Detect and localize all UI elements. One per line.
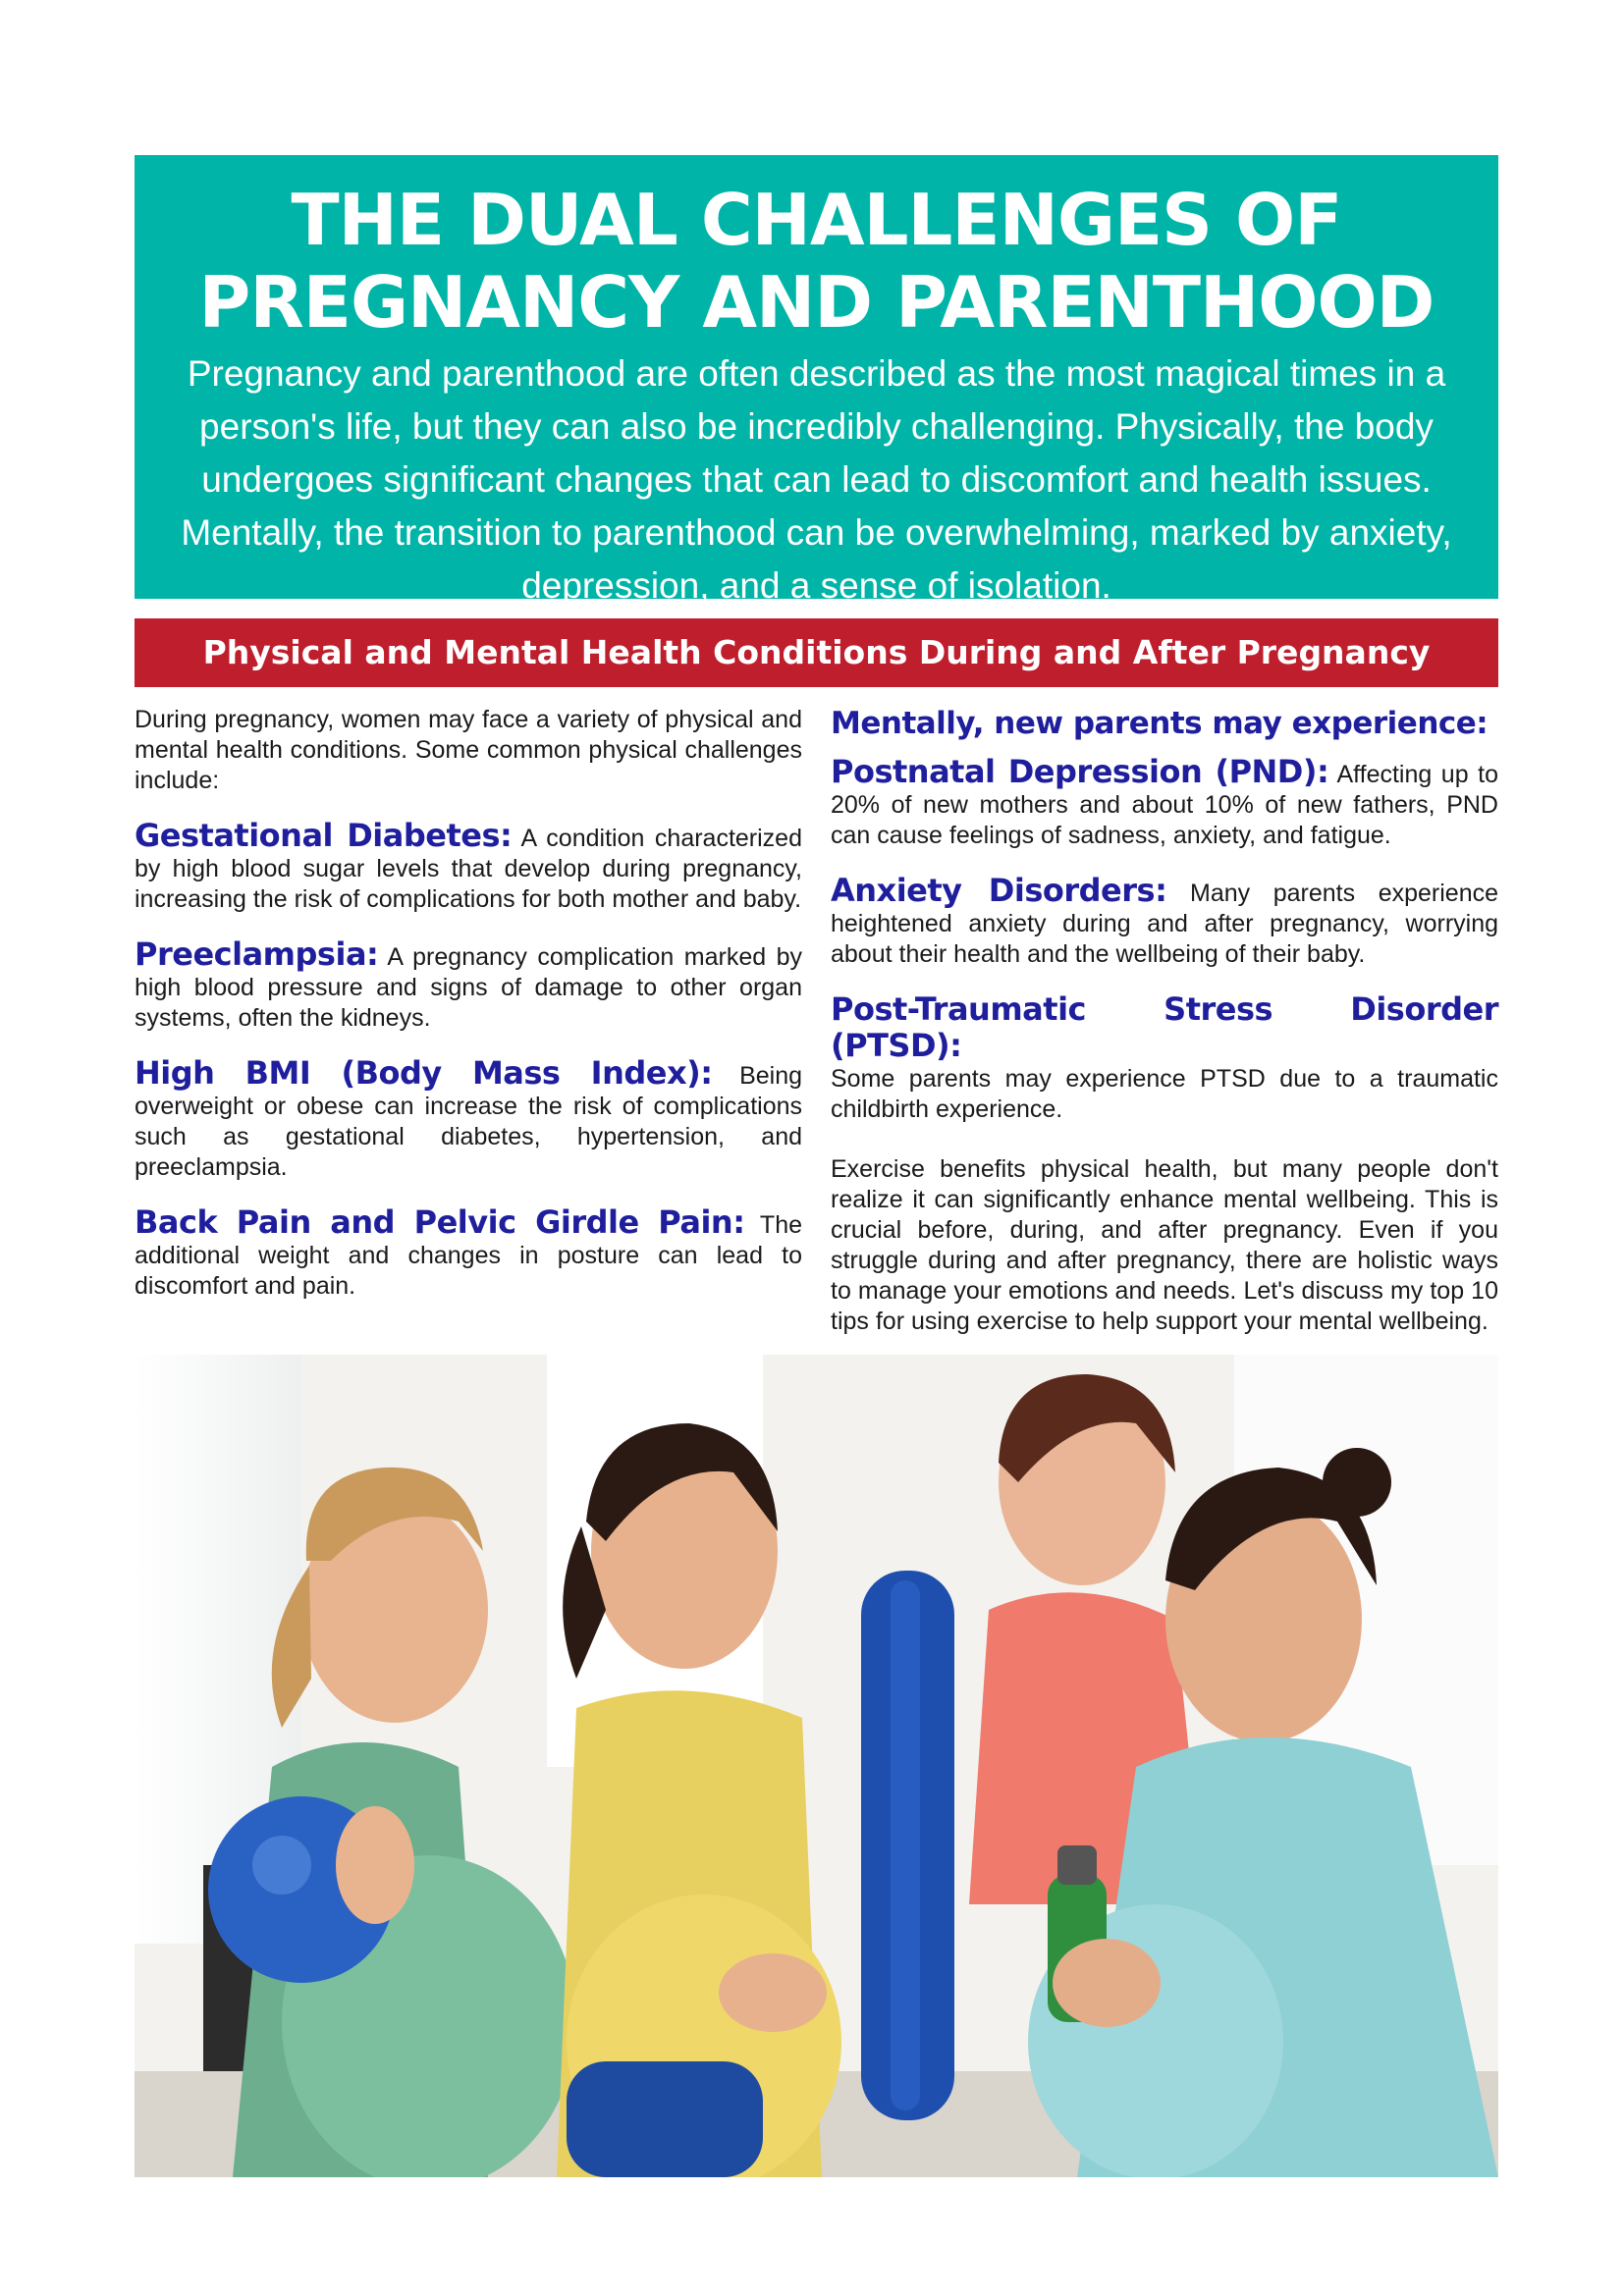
title-line-1: THE DUAL CHALLENGES OF xyxy=(291,179,1342,261)
intro-paragraph: Pregnancy and parenthood are often described as the most magical times in a person's life, but they can also be incredibly challenging. Physically, the body undergoes significant changes that can lead to discomfort and health issues. Mentally, the transition to parenthood can be overwhelming, marked by anxiety, depression, and a sense of isolation. xyxy=(181,353,1452,606)
condition-term: Preeclampsia: xyxy=(135,935,379,973)
condition-item xyxy=(135,1055,802,1183)
condition-term: Anxiety Disorders: xyxy=(831,872,1167,909)
condition-item xyxy=(135,818,802,915)
condition-term: High BMI (Body Mass Index): xyxy=(135,1054,713,1092)
right-column xyxy=(831,705,1498,1359)
closing-paragraph: Exercise benefits physical health, but many people don't realize it can significantly enhance mental wellbeing. This is crucial before, during, and after pregnancy. Even if you struggle during and after pregnancy, there are holistic ways to manage your emotions and needs. Let's discuss my top 10 tips for using exercise to help support your mental wellbeing. xyxy=(831,1155,1498,1335)
condition-term: Gestational Diabetes: xyxy=(135,817,513,854)
condition-text: Affecting up to 20% of new mothers and about 10% of new fathers, PND can cause feelings of sadness, anxiety, and fatigue. xyxy=(831,761,1498,849)
condition-text: A condition characterized by high blood sugar levels that develop during pregnancy, increasing the risk of complications for both mother and baby. xyxy=(135,825,802,913)
condition-text: Some parents may experience PTSD due to a traumatic childbirth experience. xyxy=(831,1065,1498,1123)
condition-text: Many parents experience heightened anxiety during and after pregnancy, worrying about their health and the wellbeing of their baby. xyxy=(831,880,1499,968)
condition-text: Being overweight or obese can increase the risk of complications such as gestational diabetes, hypertension, and preeclampsia. xyxy=(135,1062,803,1181)
photo-illustration xyxy=(135,1355,1498,2177)
condition-item xyxy=(135,936,802,1034)
condition-text: A pregnancy complication marked by high blood pressure and signs of damage to other organ systems, often the kidneys. xyxy=(135,943,802,1032)
section-heading-band: Physical and Mental Health Conditions During and After Pregnancy xyxy=(135,618,1498,687)
photo-pregnant-women-exercise-class xyxy=(135,1355,1498,2177)
page-title xyxy=(174,179,1459,344)
left-intro: During pregnancy, women may face a variety of physical and mental health conditions. Some common physical challenges include: xyxy=(135,706,802,794)
condition-text: The additional weight and changes in posture can lead to discomfort and pain. xyxy=(135,1211,803,1300)
condition-item xyxy=(831,873,1498,970)
condition-item xyxy=(831,754,1498,851)
header-banner xyxy=(135,155,1498,606)
right-column-heading: Mentally, new parents may experience: xyxy=(831,706,1489,741)
condition-item xyxy=(135,1204,802,1302)
condition-item xyxy=(831,991,1498,1125)
title-line-2: PREGNANCY AND PARENTHOOD xyxy=(198,261,1435,344)
condition-term: Post-Traumatic Stress Disorder (PTSD): xyxy=(831,990,1498,1064)
left-column xyxy=(135,705,802,1323)
condition-term: Postnatal Depression (PND): xyxy=(831,753,1329,790)
condition-term: Back Pain and Pelvic Girdle Pain: xyxy=(135,1203,745,1241)
